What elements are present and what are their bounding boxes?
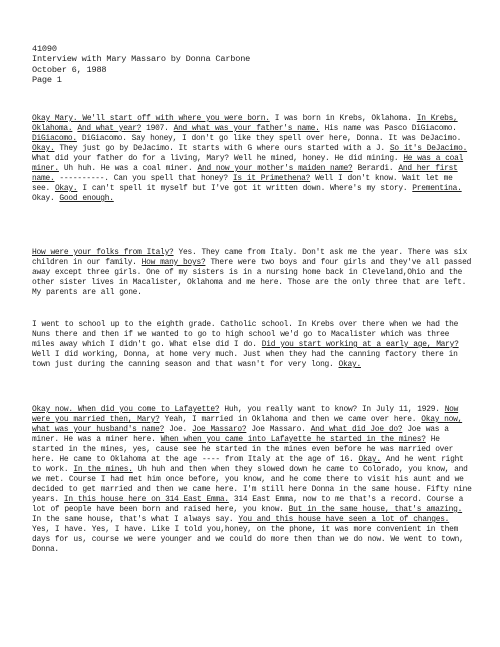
question-text: Is it Primethena? (232, 174, 311, 183)
question-text: Prementina. (412, 184, 462, 193)
answer-text: ----------. Can you spell that honey? (54, 174, 233, 183)
paragraph-3 (32, 320, 472, 370)
document-title: Interview with Mary Massaro by Donna Carbone (32, 54, 251, 65)
question-text: In this house here on 314 East Emma. (63, 495, 229, 504)
answer-text: Uh huh and then when they slowed down he came to Colorado, you know, and we met. Course I had met him once before, you know, and he come there to visit his aunt and we decided to get married and then we came here. I'm still here Donna in the same house. Fifty nine years. (32, 465, 472, 504)
question-text: DiGiacomo. (32, 134, 77, 143)
answer-text: Yes, I have. Yes, I have. Like I told you,honey, on the phone, it was more convenient in them days for us, course we were younger and we could do more then than we do now. We went to town, Donna. (32, 525, 464, 554)
question-text: And now your mother's maiden name? (197, 164, 353, 173)
answer-text: Okay. (32, 194, 60, 203)
question-text: Okay now, what was your husband's name? (32, 415, 463, 434)
answer-text: Yes. They came from Italy. Don't ask me the year. There was six children in our family. (32, 248, 468, 267)
document-id: 41090 (32, 44, 57, 54)
answer-text: In the same house, that's what I always say. (32, 515, 239, 524)
question-text: How many boys? (141, 258, 206, 267)
answer-text: Huh, you really want to know? In July 11, 1929. (219, 405, 445, 414)
question-text: Okay. (54, 184, 78, 193)
answer-text: I can't spell it myself but I've got it written down. Where's my story. (77, 184, 413, 193)
answer-text: What did your father do for a living, Mary? Well he mined, honey. He did mining. (32, 154, 404, 163)
question-text: Okay. (338, 360, 361, 369)
question-text: So it's DeJacimo. (389, 144, 468, 153)
document-date: October 6, 1988 (32, 64, 107, 75)
question-text: But in the same house, that's amazing. (288, 505, 463, 514)
answer-text: And he went right to work. (32, 455, 464, 474)
question-text: Did you start working at a early age, Mary? (261, 340, 459, 349)
question-text: And what did Joe do? (310, 425, 403, 434)
answer-text: Well I did working, Donna, at home very much. Just when they had the canning factory there in town just during the canning season and that wasn't for very long. (32, 350, 458, 369)
document-header (32, 44, 250, 86)
answer-text: Well I don't know. Wait let me see. (32, 174, 453, 193)
paragraph-1 (32, 114, 472, 204)
question-text: Okay Mary. We'll start off with where you were born. (32, 114, 270, 123)
answer-text: I was born in Krebs, Oklahoma. (269, 114, 417, 123)
answer-text: Uh huh. He was a coal miner. (58, 164, 198, 173)
answer-text: Yeah, I married in Oklahoma and then we came over here. (159, 415, 422, 424)
question-text: When when you came into Lafayette he started in the mines? (160, 435, 426, 444)
answer-text: 314 East Emma, now to me that's a record. Course a lot of people have been born and raised here, you know. (32, 495, 464, 514)
answer-text: 1907. (141, 124, 174, 133)
answer-text: They just go by DeJacimo. It starts with G where ours started with a J. (54, 144, 390, 153)
question-text: How were your folks from Italy? (32, 248, 174, 257)
question-text: He was a coal miner. (32, 154, 464, 173)
question-text: Now were you married then, Mary? (32, 405, 459, 424)
paragraph-4 (32, 405, 472, 555)
answer-text: Berardi. (352, 164, 399, 173)
answer-text: Joe. (164, 425, 192, 434)
question-text: In the mines. (73, 465, 133, 474)
question-text: Joe Massaro? (192, 425, 247, 434)
answer-text: DiGiacomo. Say honey, I don't go like they spell over here, Donna. It was DeJacimo. (76, 134, 462, 143)
answer-text: Joe Massaro. (246, 425, 311, 434)
question-text: And her first name. (32, 164, 458, 183)
question-text: You and this house have seen a lot of changes. (238, 515, 450, 524)
question-text: Okay. (32, 144, 55, 153)
question-text: In Krebs, Oklahoma. (32, 114, 458, 133)
paragraph-2 (32, 248, 472, 298)
question-text: Okay. (358, 455, 381, 464)
answer-text: There were two boys and four girls and they've all passed away except three girls. One of my sisters is in a nursing home back in Cleveland,Ohio and the other sister lives in Macalister, Oklahoma and me here. Those are the only three that are left. My parents are all gone. (32, 258, 472, 297)
answer-text: Joe was a miner. He was a miner here. (32, 425, 449, 444)
page-number: Page 1 (32, 75, 62, 86)
answer-text: He started in the mines, yes, cause see he started in the mines even before he was married over here. He came to Oklahoma at the age ---- from Italy at the age of 16. (32, 435, 454, 464)
question-text: And what was your father's name. (173, 124, 320, 133)
question-text: And what year? (77, 124, 142, 133)
answer-text: I went to school up to the eighth grade. Catholic school. In Krebs over there when we had the Nuns there and then if we wanted to go to high school we'd go to Macalister which was three miles away which I didn't go. What else did I do. (32, 320, 459, 349)
answer-text: His name was Pasco DiGiacomo. (319, 124, 457, 133)
question-text: Okay now. When did you come to Lafayette? (32, 405, 220, 414)
question-text: Good enough. (59, 194, 114, 203)
